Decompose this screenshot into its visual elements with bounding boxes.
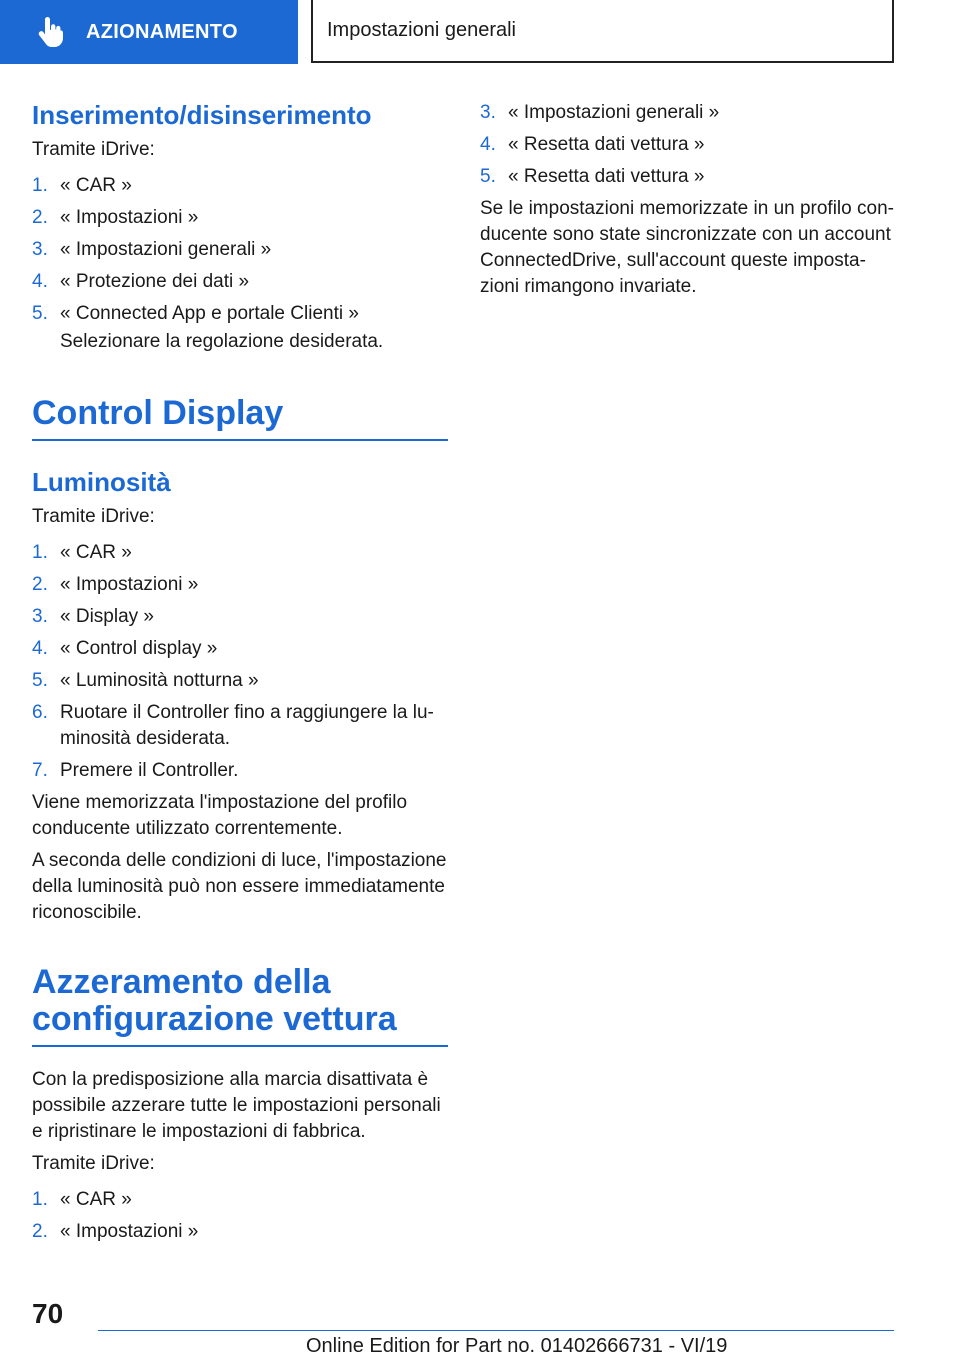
hand-pointer-icon [38, 17, 64, 47]
right-column [480, 100, 896, 300]
paragraph: Con la predisposizione alla marcia disattivata è possibile azzerare tutte le impostazioni personali e ripristinare le impostazioni di fabbrica. [32, 1068, 441, 1142]
list-item: 1. « CAR » [32, 1188, 132, 1210]
footer-divider [98, 1330, 894, 1331]
list-item: 4. « Control display » [32, 637, 218, 659]
page-number: 70 [32, 1298, 64, 1329]
list-item: 5. « Luminosità notturna » [32, 669, 259, 691]
list-item: 3. « Impostazioni generali » [32, 239, 272, 261]
steps-list [32, 173, 448, 327]
intro-text: Tramite iDrive: [32, 139, 155, 161]
list-item: 3. « Impostazioni generali » [480, 102, 720, 123]
steps-list [32, 1187, 448, 1245]
list-item: 2. « Impostazioni » [32, 573, 199, 595]
list-item: 5. « Resetta dati vettura » [480, 166, 705, 187]
list-item: 4. « Resetta dati vettura » [480, 134, 705, 155]
steps-list [480, 100, 896, 190]
list-item: 3. « Display » [32, 605, 154, 627]
step-note: Selezionare la regolazione desiderata. [60, 331, 384, 353]
left-column [32, 100, 448, 1251]
list-item: 2. « Impostazioni » [32, 207, 199, 229]
heading-luminosita: Luminosità [32, 466, 171, 497]
paragraph: Viene memorizzata l'impostazione del profilo conducente utilizzato correntemente. [32, 791, 408, 839]
intro-text: Tramite iDrive: [32, 1152, 155, 1174]
section-title: AZIONAMENTO [86, 20, 238, 43]
steps-list [32, 540, 448, 784]
list-item: 1. « CAR » [32, 541, 132, 563]
list-item: 4. « Protezione dei dati » [32, 271, 250, 293]
list-item: 1. « CAR » [32, 175, 132, 197]
paragraph: Se le impostazioni memorizzate in un profilo con- ducente sono state sincronizzate con un account ConnectedDrive, sull'account queste imposta- zioni rimangono invariate. [480, 198, 894, 297]
heading-azzeramento: Azzeramento della configurazione vettura [32, 964, 448, 1047]
edition-text: Online Edition for Part no. 01402666731 - VI/19 [306, 1335, 728, 1357]
heading-control-display: Control Display [32, 395, 448, 440]
list-item: 2. « Impostazioni » [32, 1220, 199, 1242]
heading-inserimento: Inserimento/disinserimento [32, 100, 372, 130]
subsection-tab [311, 0, 894, 63]
paragraph: A seconda delle condizioni di luce, l'impostazione della luminosità può non essere immediatamente riconoscibile. [32, 849, 447, 923]
list-item: 6. Ruotare il Controller fino a raggiungere la lu- minosità desiderata. [32, 701, 434, 749]
intro-text: Tramite iDrive: [32, 505, 155, 527]
list-item: 7. Premere il Controller. [32, 759, 239, 781]
list-item: 5. « Connected App e portale Clienti » [32, 303, 359, 325]
subsection-title: Impostazioni generali [327, 19, 516, 41]
section-tab [0, 0, 298, 64]
